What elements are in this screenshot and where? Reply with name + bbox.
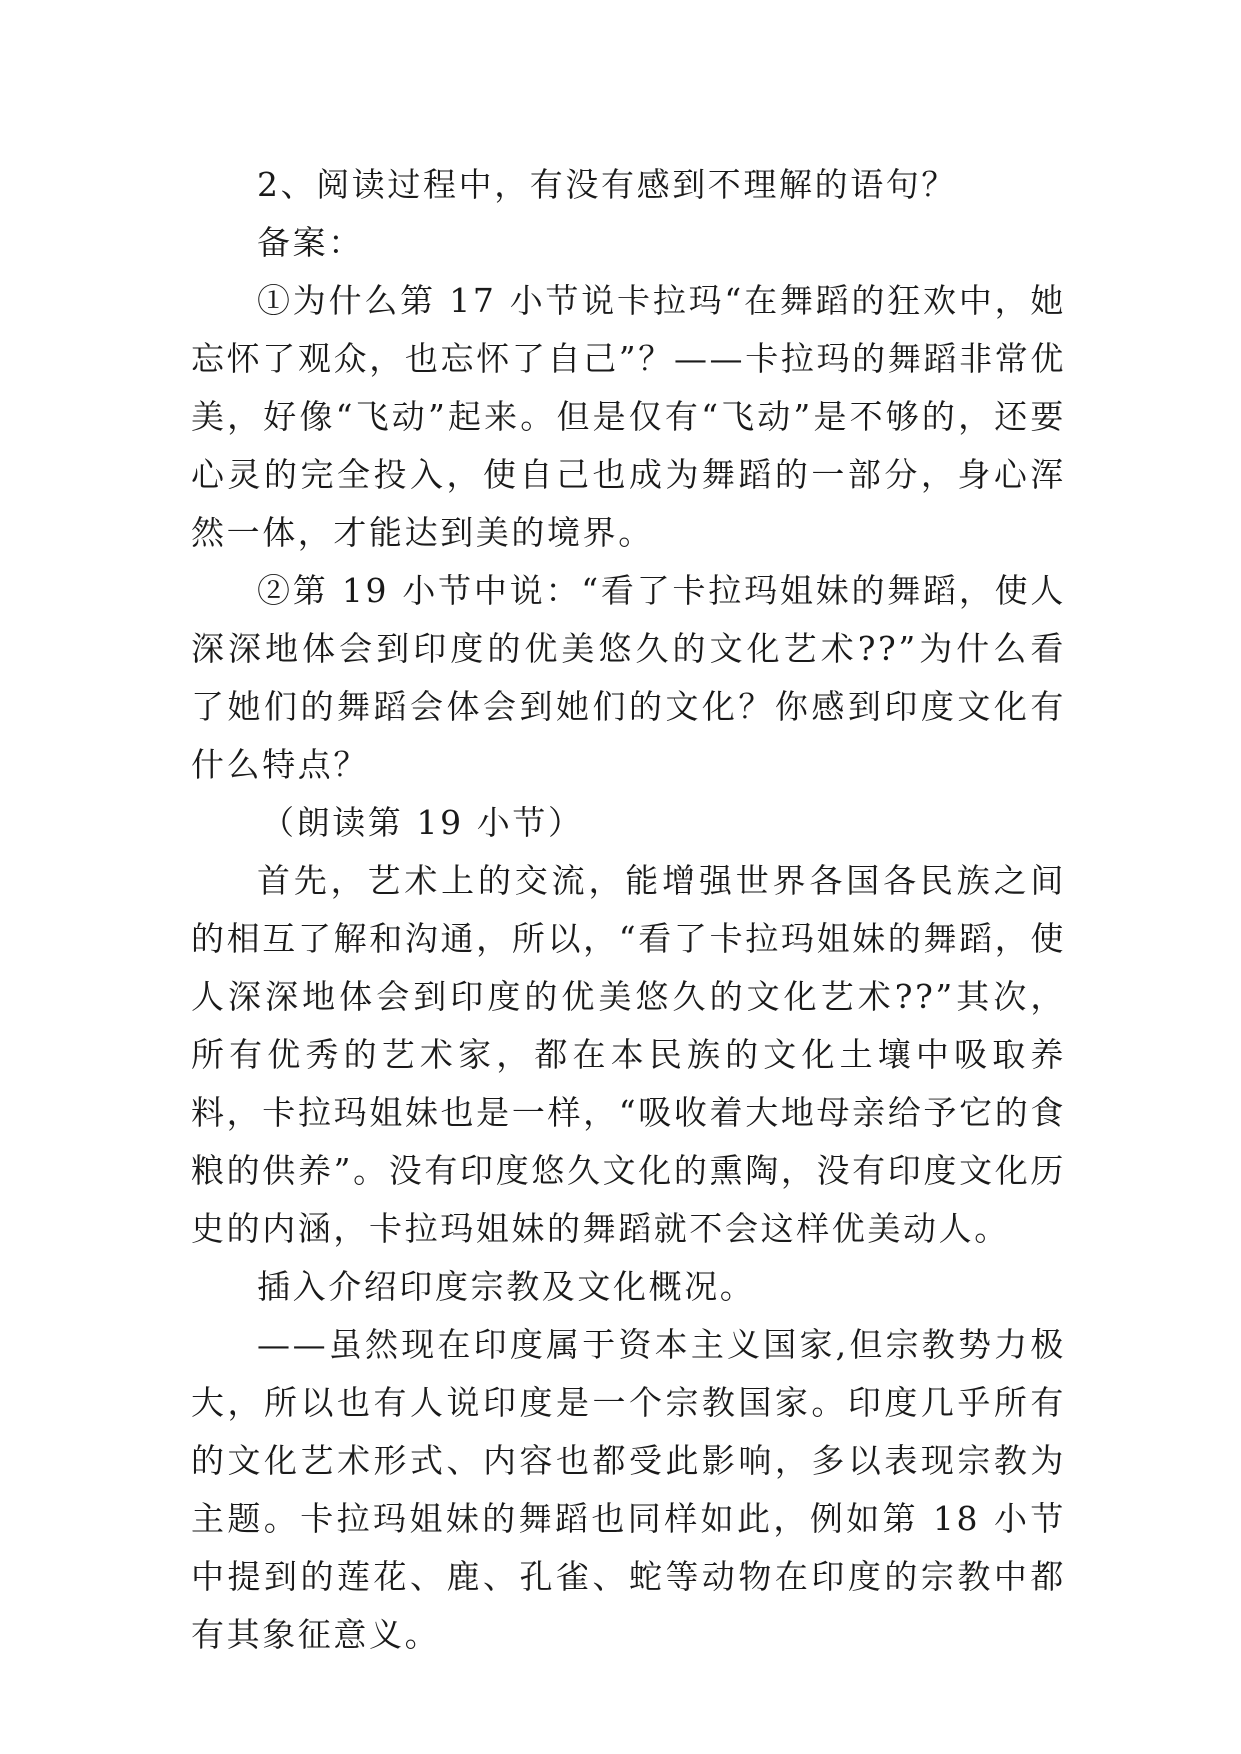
answer-label: 备案： <box>257 223 364 262</box>
paragraph-explanation: 首先，艺术上的交流，能增强世界各国各民族之间的相互了解和沟通，所以，“看了卡拉玛姐妹的舞蹈，使人深深地体会到印度的优美悠久的文化艺术??”其次，所有优秀的艺术家，都在本民族的文化土壤中吸取养料，卡拉玛姐妹也是一样，“吸收着大地母亲给予它的食粮的供养”。没有印度悠久文化的熏陶，没有印度文化历史的内涵，卡拉玛姐妹的舞蹈就不会这样优美动人。 <box>191 861 1066 1248</box>
question-heading: 2、阅读过程中，有没有感到不理解的语句？ <box>257 165 957 204</box>
paragraph-point-1: ①为什么第 17 小节说卡拉玛“在舞蹈的狂欢中，她忘怀了观众，也忘怀了自己”？——卡拉玛的舞蹈非常优美，好像“飞动”起来。但是仅有“飞动”是不够的，还要心灵的完全投入，使自己也成为舞蹈的一部分，身心浑然一体，才能达到美的境界。 <box>191 281 1066 552</box>
paragraph-religion: ——虽然现在印度属于资本主义国家,但宗教势力极大，所以也有人说印度是一个宗教国家。印度几乎所有的文化艺术形式、内容也都受此影响，多以表现宗教为主题。卡拉玛姐妹的舞蹈也同样如此，例如第 18 小节中提到的莲花、鹿、孔雀、蛇等动物在印度的宗教中都有其象征意义。 <box>191 1325 1066 1654</box>
reading-note: （朗读第 19 小节） <box>261 803 584 842</box>
paragraph-point-2: ②第 19 小节中说：“看了卡拉玛姐妹的舞蹈，使人深深地体会到印度的优美悠久的文化艺术??”为什么看了她们的舞蹈会体会到她们的文化？你感到印度文化有什么特点？ <box>191 571 1066 784</box>
document-body <box>191 156 1066 1664</box>
paragraph-insert-note: 插入介绍印度宗教及文化概况。 <box>257 1267 756 1306</box>
